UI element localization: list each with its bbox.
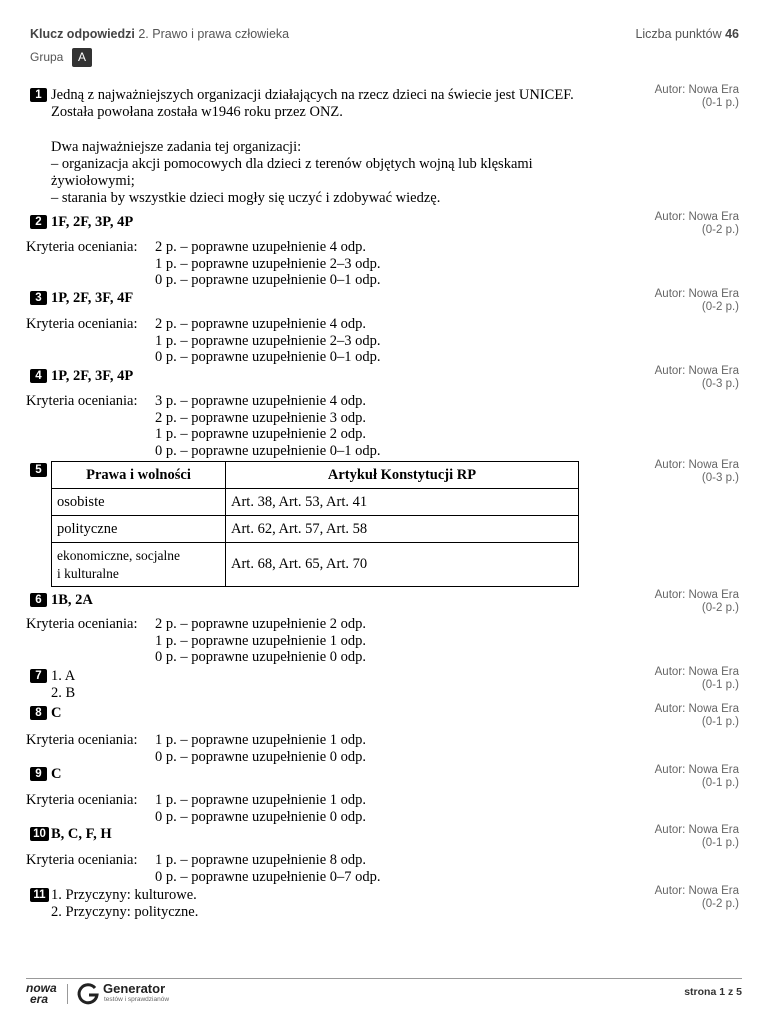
question-answer: 1F, 2F, 3P, 4P	[51, 214, 134, 230]
author-info: Autor: Nowa Era (0-2 p.)	[654, 288, 739, 313]
question-number: 2	[30, 215, 47, 229]
question-number: 5	[30, 463, 47, 477]
table-cell: Art. 68, Art. 65, Art. 70	[226, 543, 579, 587]
logo-separator	[67, 984, 68, 1004]
generator-logo-icon	[76, 982, 100, 1006]
question-number: 1	[30, 88, 47, 102]
question-answer: C	[51, 705, 62, 721]
question-number: 9	[30, 767, 47, 781]
group-label: Grupa	[30, 50, 64, 64]
generator-logo-subtitle: testów i sprawdzianów	[104, 996, 170, 1003]
question-number: 10	[30, 827, 49, 841]
question-answer: Jedną z najważniejszych organizacji działających na rzecz dzieci na świecie jest UNICEF. Została powołana została w1946 roku przez ONZ. Dwa najważniejsze zadania tej organizacji: – organizacja akcji pomocowych dla dzieci z terenów objętych wojną lub klęskami żywiołowymi; – starania by wszystkie dzieci mogły się uczyć i zdobywać wiedzę.	[51, 87, 574, 206]
title-bold: Klucz odpowiedzi	[30, 27, 135, 41]
author-info: Autor: Nowa Era (0-2 p.)	[654, 885, 739, 910]
table-cell: Art. 38, Art. 53, Art. 41	[226, 489, 579, 516]
table-row	[52, 543, 579, 587]
question-answer: 1P, 2F, 3F, 4P	[51, 368, 134, 384]
table-cell: ekonomiczne, socjalne i kulturalne	[52, 543, 226, 587]
question-answer: C	[51, 766, 62, 782]
author-info: Autor: Nowa Era (0-1 p.)	[654, 666, 739, 691]
table-cell: Art. 62, Art. 57, Art. 58	[226, 516, 579, 543]
table-header: Prawa i wolności	[52, 462, 226, 489]
question-answer: B, C, F, H	[51, 826, 112, 842]
author-info: Autor: Nowa Era (0-3 p.)	[654, 459, 739, 484]
generator-logo-text: Generator	[103, 981, 166, 996]
author-info: Autor: Nowa Era (0-1 p.)	[654, 824, 739, 849]
table-cell: osobiste	[52, 489, 226, 516]
question-answer: 1. Przyczyny: kulturowe. 2. Przyczyny: polityczne.	[51, 887, 199, 920]
table-row	[52, 489, 579, 516]
document-title	[30, 27, 289, 41]
question-answer: 1P, 2F, 3F, 4F	[51, 290, 134, 306]
author-info: Autor: Nowa Era (0-2 p.)	[654, 211, 739, 236]
page-number: strona 1 z 5	[684, 986, 742, 998]
question-number: 3	[30, 291, 47, 305]
points-total	[635, 27, 739, 41]
question-answer: 1. A 2. B	[51, 668, 76, 701]
footer-divider	[26, 978, 742, 979]
author-info: Autor: Nowa Era (0-1 p.)	[654, 703, 739, 728]
rights-articles-table	[51, 461, 579, 587]
table-cell: polityczne	[52, 516, 226, 543]
points-value: 46	[725, 27, 739, 41]
question-number: 11	[30, 888, 49, 902]
question-number: 7	[30, 669, 47, 683]
author-info: Autor: Nowa Era (0-1 p.)	[654, 764, 739, 789]
author-info: Autor: Nowa Era (0-2 p.)	[654, 589, 739, 614]
group-badge: A	[72, 48, 92, 67]
table-header-row	[52, 462, 579, 489]
question-number: 4	[30, 369, 47, 383]
title-rest: 2. Prawo i prawa człowieka	[138, 27, 290, 41]
points-label: Liczba punktów	[635, 27, 722, 41]
nowa-era-logo: nowa era	[26, 981, 57, 1006]
author-info: Autor: Nowa Era (0-1 p.)	[654, 84, 739, 109]
table-header: Artykuł Konstytucji RP	[226, 462, 579, 489]
table-row	[52, 516, 579, 543]
question-answer: 1B, 2A	[51, 592, 93, 608]
question-number: 6	[30, 593, 47, 607]
author-info: Autor: Nowa Era (0-3 p.)	[654, 365, 739, 390]
question-number: 8	[30, 706, 47, 720]
